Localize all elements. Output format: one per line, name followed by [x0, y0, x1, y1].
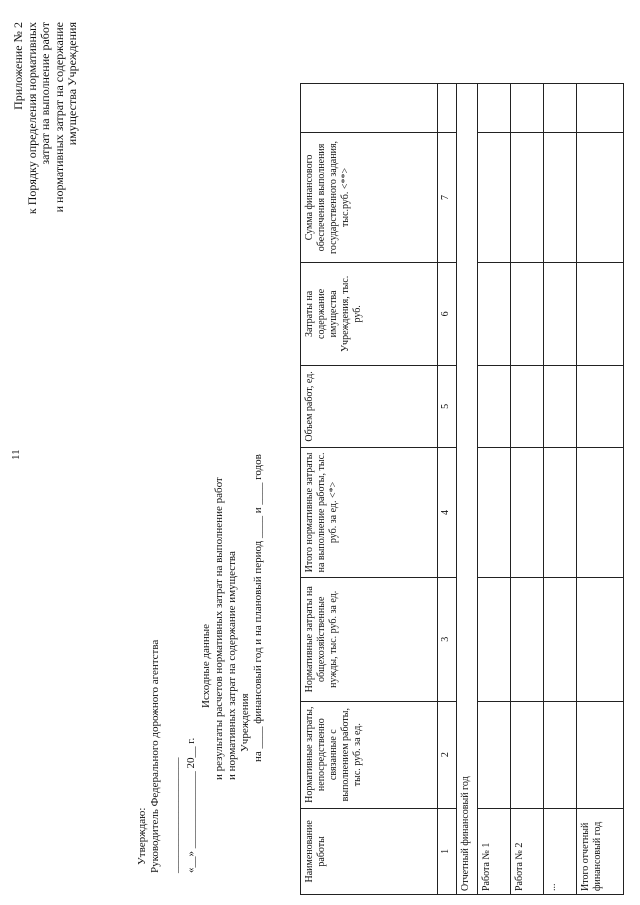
table-cell [478, 577, 511, 701]
approval-block [136, 640, 198, 873]
appendix-line: и нормативных затрат на содержание [51, 22, 66, 213]
table-cell [544, 447, 577, 577]
title-line: Исходные данные [200, 624, 212, 708]
column-number: 3 [438, 577, 457, 701]
table-row [511, 84, 544, 895]
column-number: 7 [438, 132, 457, 262]
table-cell [544, 365, 577, 447]
column-header: Объем работ, ед. [301, 365, 438, 447]
table-cell [301, 84, 438, 133]
title-line: и результаты расчетов нормативных затрат на выполнение работ [213, 477, 225, 780]
table-cell [511, 701, 544, 808]
table-cell [577, 447, 624, 577]
title-line: на ____ финансовый год и на плановый период ____ и ____ годов [252, 454, 264, 762]
table-cell [544, 132, 577, 262]
appendix-line: Приложение № 2 [11, 22, 25, 110]
column-number-row [438, 84, 457, 895]
table-header-row [301, 84, 438, 895]
title-line: и нормативных затрат на содержание имущества [226, 551, 238, 780]
table-cell [511, 577, 544, 701]
column-number: 4 [438, 447, 457, 577]
appendix-line: имущества Учреждения [65, 22, 79, 146]
table-cell [511, 447, 544, 577]
table-cell [544, 701, 577, 808]
table-row [478, 84, 511, 895]
table-cell [478, 701, 511, 808]
table-cell [478, 132, 511, 262]
table-cell [511, 84, 544, 133]
document-title [200, 454, 265, 780]
table-cell [511, 262, 544, 365]
section-row [457, 84, 478, 895]
column-number: 5 [438, 365, 457, 447]
column-header: Итого нормативные затраты на выполнение работы, тыс. руб. за ед. <*> [301, 447, 438, 577]
row-label: Работа № 1 [478, 808, 511, 894]
column-header: Нормативные затраты на общехозяйственные нужды, тыс. руб. за ед. [301, 577, 438, 701]
page-number: 11 [10, 449, 22, 460]
appendix-heading [12, 22, 80, 214]
table-cell [511, 132, 544, 262]
table-cell [577, 701, 624, 808]
date-line: «__» ______________ 20__ г. [185, 737, 197, 873]
appendix-line: к Порядку определения нормативных [24, 22, 39, 215]
total-row [577, 84, 624, 895]
signature-line: _____________________ [168, 757, 180, 873]
title-line: Учреждения [239, 693, 251, 752]
column-header: Затраты на содержание имущества Учреждения, тыс. руб. [301, 262, 438, 365]
table-cell [544, 84, 577, 133]
cost-table [300, 83, 624, 895]
table-cell [438, 84, 457, 133]
table-cell [577, 262, 624, 365]
approval-position: Руководитель Федерального дорожного агентства [149, 639, 161, 873]
column-header: Сумма финансового обеспечения выполнения государственного задания, тыс.руб. <**> [301, 132, 438, 262]
table-cell [478, 447, 511, 577]
table-cell [577, 132, 624, 262]
column-header: Наименование работы [301, 808, 438, 894]
row-label: ... [544, 808, 577, 894]
appendix-line: затрат на выполнение работ [38, 22, 52, 165]
table-cell [511, 365, 544, 447]
approval-label: Утверждаю: [136, 807, 148, 865]
row-label: Работа № 2 [511, 808, 544, 894]
section-label: Отчетный финансовый год [457, 84, 478, 895]
row-label: Итого отчетный финансовый год [577, 808, 624, 894]
table-cell [478, 84, 511, 133]
table-cell [577, 577, 624, 701]
table-cell [478, 262, 511, 365]
column-header: Нормативные затраты, непосредственно связанные с выполнением работы, тыс. руб. за ед. [301, 701, 438, 808]
column-number: 6 [438, 262, 457, 365]
table-row [544, 84, 577, 895]
table-cell [544, 262, 577, 365]
column-number: 2 [438, 701, 457, 808]
table-cell [478, 365, 511, 447]
table-cell [577, 365, 624, 447]
table-cell [577, 84, 624, 133]
table-cell [544, 577, 577, 701]
column-number: 1 [438, 808, 457, 894]
